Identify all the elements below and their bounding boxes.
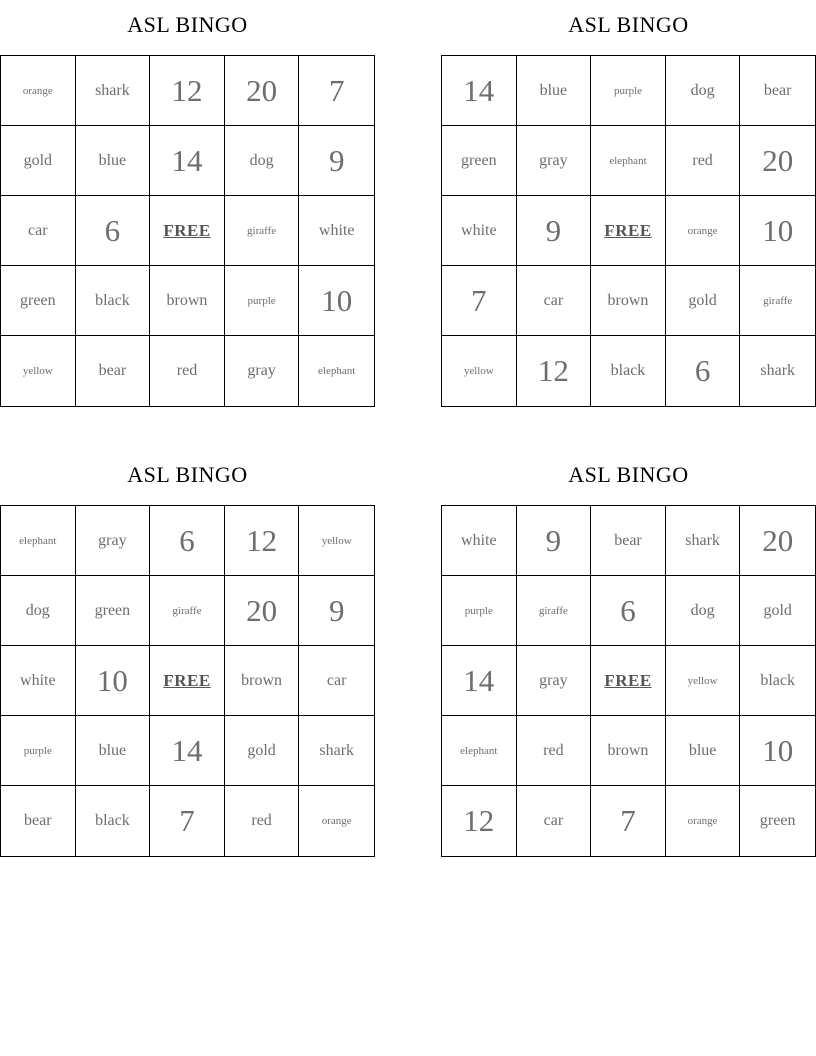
bingo-cell: shark [299, 716, 374, 786]
bingo-cell: giraffe [740, 266, 815, 336]
bingo-cell: brown [150, 266, 225, 336]
bingo-cell: 7 [591, 786, 666, 856]
bingo-grid [0, 55, 375, 407]
bingo-cell: 20 [225, 56, 300, 126]
bingo-cell: 12 [150, 56, 225, 126]
bingo-cell: gold [225, 716, 300, 786]
bingo-cell: car [1, 196, 76, 266]
bingo-cell: elephant [591, 126, 666, 196]
cards-row-top [0, 12, 816, 407]
bingo-cell: 14 [150, 716, 225, 786]
card-title: ASL BINGO [127, 462, 248, 487]
free-cell: FREE [591, 196, 666, 266]
bingo-cell: 7 [299, 56, 374, 126]
bingo-cell: blue [666, 716, 741, 786]
bingo-cell: elephant [1, 506, 76, 576]
bingo-cell: 6 [591, 576, 666, 646]
bingo-cell: gray [76, 506, 151, 576]
bingo-cell: bear [76, 336, 151, 406]
bingo-cell: green [76, 576, 151, 646]
bingo-cell: bear [1, 786, 76, 856]
bingo-cell: car [517, 266, 592, 336]
free-cell: FREE [591, 646, 666, 716]
bingo-cell: shark [666, 506, 741, 576]
bingo-cell: dog [225, 126, 300, 196]
bingo-cell: shark [76, 56, 151, 126]
bingo-cell: 6 [150, 506, 225, 576]
bingo-cell: giraffe [517, 576, 592, 646]
bingo-cell: 10 [76, 646, 151, 716]
bingo-cell: yellow [666, 646, 741, 716]
bingo-cell: car [517, 786, 592, 856]
bingo-cell: red [150, 336, 225, 406]
bingo-cell: 9 [517, 196, 592, 266]
bingo-cell: gold [740, 576, 815, 646]
bingo-cell: brown [225, 646, 300, 716]
bingo-cell: black [740, 646, 815, 716]
bingo-cell: 7 [150, 786, 225, 856]
card-title: ASL BINGO [568, 12, 689, 37]
bingo-cell: 14 [442, 646, 517, 716]
bingo-cell: orange [666, 196, 741, 266]
bingo-cell: gray [517, 126, 592, 196]
bingo-cell: purple [225, 266, 300, 336]
bingo-cell: dog [1, 576, 76, 646]
bingo-cell: green [759, 812, 796, 829]
bingo-cell: red [517, 716, 592, 786]
bingo-cell: blue [76, 716, 151, 786]
bingo-cell: 9 [299, 576, 374, 646]
bingo-cell: brown [591, 266, 666, 336]
bingo-cell: 9 [299, 126, 374, 196]
bingo-cell: shark [760, 362, 796, 379]
bingo-cell: purple [1, 716, 76, 786]
bingo-cell: 9 [517, 506, 592, 576]
bingo-cell: 20 [740, 506, 815, 576]
bingo-cell: white [442, 196, 517, 266]
bingo-cell: black [76, 266, 151, 336]
bingo-cell: 6 [76, 196, 151, 266]
bingo-cell: 7 [442, 266, 517, 336]
bingo-cell: black [76, 786, 151, 856]
bingo-cell: 10 [740, 196, 815, 266]
bingo-cell: giraffe [225, 196, 300, 266]
bingo-cell: orange [1, 56, 76, 126]
bingo-cell: 12 [225, 506, 300, 576]
bingo-cell: yellow [442, 336, 517, 406]
bingo-card [0, 462, 375, 857]
bingo-cell: bear [740, 56, 815, 126]
bingo-cell: white [1, 646, 76, 716]
bingo-grid [441, 505, 816, 857]
bingo-cell: giraffe [150, 576, 225, 646]
bingo-cell: 10 [299, 266, 374, 336]
bingo-cell: red [666, 126, 741, 196]
bingo-cell: yellow [299, 506, 374, 576]
bingo-cell: 12 [517, 336, 592, 406]
bingo-grid [441, 55, 816, 407]
bingo-cell: purple [442, 576, 517, 646]
bingo-cell: blue [76, 126, 151, 196]
bingo-grid [0, 505, 375, 857]
bingo-cell: elephant [442, 716, 517, 786]
bingo-cell: 14 [442, 56, 517, 126]
card-title: ASL BINGO [127, 12, 248, 37]
bingo-cell: dog [666, 576, 741, 646]
bingo-cell: black [591, 336, 666, 406]
bingo-cell: elephant [318, 365, 356, 377]
bingo-cell: 20 [225, 576, 300, 646]
card-title: ASL BINGO [568, 462, 689, 487]
bingo-cell: gold [1, 126, 76, 196]
bingo-card [441, 12, 816, 407]
bingo-cell: blue [517, 56, 592, 126]
bingo-cell: white [442, 506, 517, 576]
bingo-cell: yellow [1, 336, 76, 406]
bingo-cell: gray [225, 336, 300, 406]
bingo-cell: dog [666, 56, 741, 126]
bingo-cell: 14 [150, 126, 225, 196]
bingo-cell: 6 [666, 336, 741, 406]
bingo-cell: green [442, 126, 517, 196]
bingo-cell: purple [591, 56, 666, 126]
bingo-cell: orange [666, 786, 741, 856]
bingo-cell: green [1, 266, 76, 336]
bingo-cell: 12 [442, 786, 517, 856]
bingo-cell: bear [591, 506, 666, 576]
bingo-cell: white [299, 196, 374, 266]
bingo-cell: 10 [740, 716, 815, 786]
bingo-cell: gold [666, 266, 741, 336]
bingo-cell: orange [321, 815, 352, 827]
bingo-cell: brown [591, 716, 666, 786]
free-cell: FREE [150, 196, 225, 266]
bingo-cell: car [299, 646, 374, 716]
bingo-cell: gray [517, 646, 592, 716]
bingo-cell: red [225, 786, 300, 856]
bingo-card [441, 462, 816, 857]
cards-row-bottom [0, 462, 816, 857]
bingo-card [0, 12, 375, 407]
bingo-cell: 20 [740, 126, 815, 196]
free-cell: FREE [150, 646, 225, 716]
